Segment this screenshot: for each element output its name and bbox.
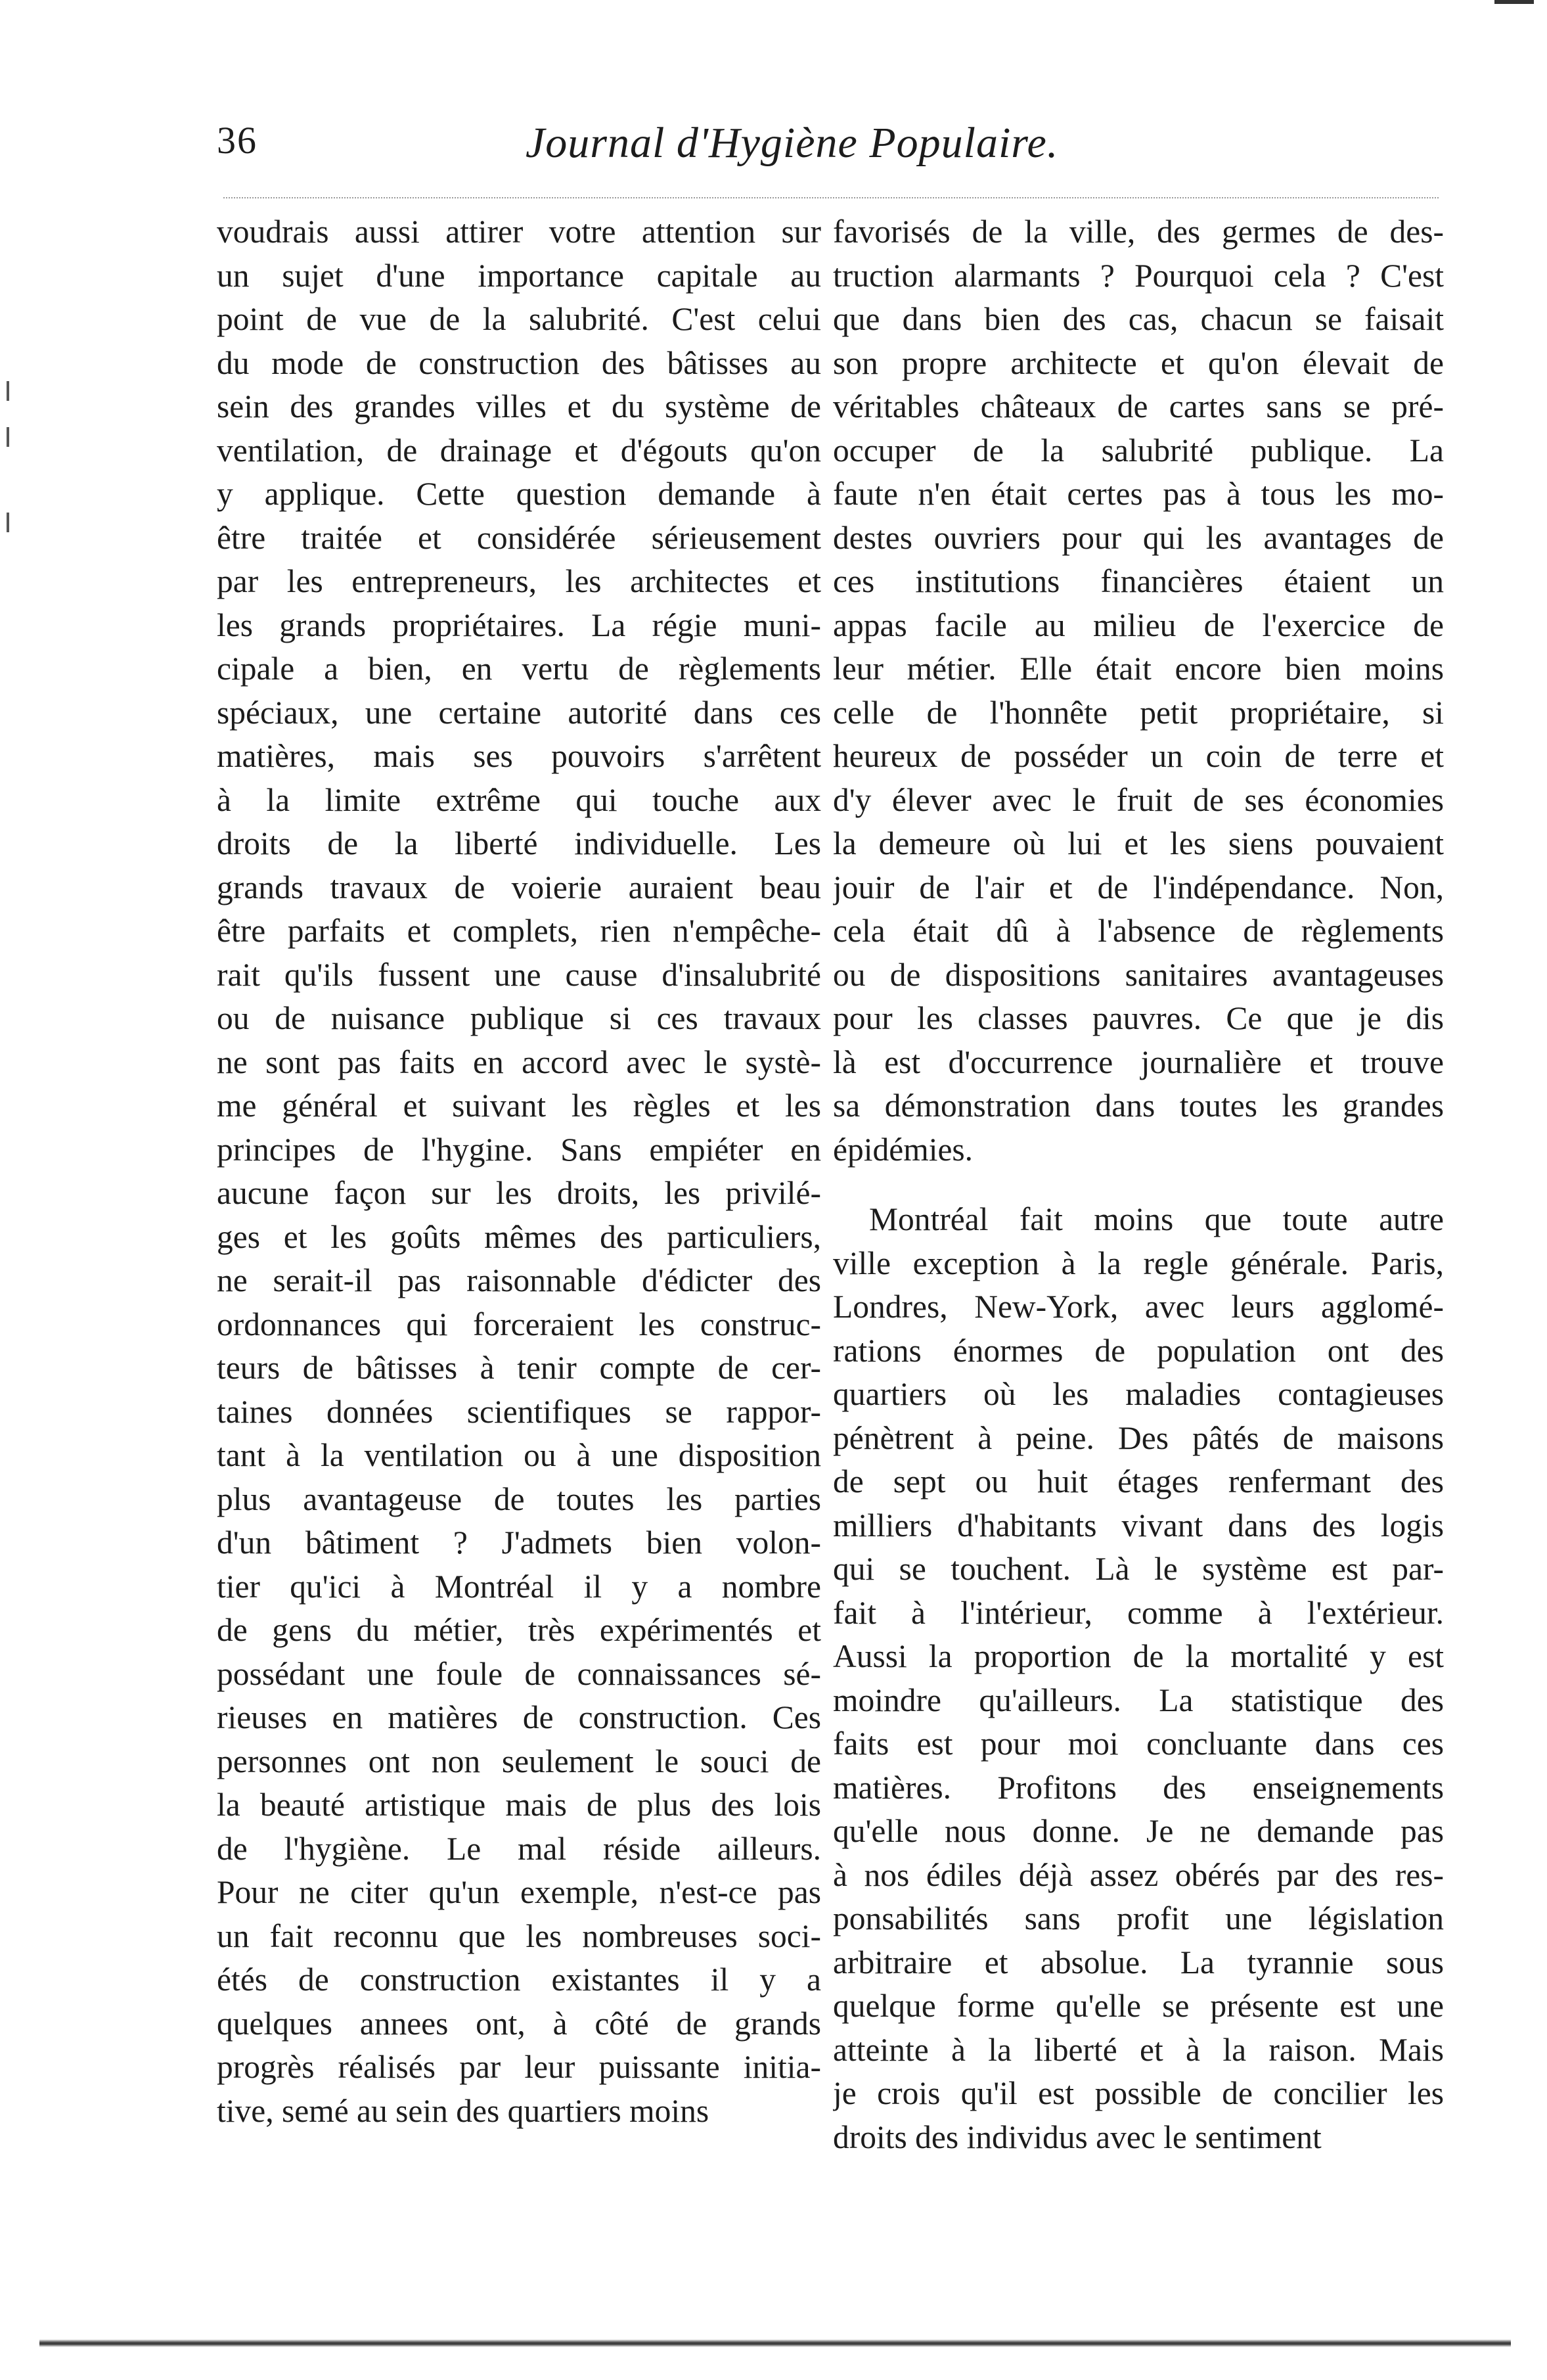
text-line: là est d'occurrence journalière et trouve [833,1043,1444,1080]
text-line: occuper de la salubrité publique. La [833,432,1444,469]
text-line: je crois qu'il est possible de concilier les [833,2075,1444,2111]
text-line: quelque forme qu'elle se présente est une [833,1988,1444,2024]
text-line: tier qu'ici à Montréal il y a nombre [217,1568,821,1605]
text-line: être parfaits et complets, rien n'empêche- [217,913,821,949]
text-line: arbitraire et absolue. La tyrannie sous [833,1944,1444,1980]
text-line: point de vue de la salubrité. C'est celui [217,301,821,337]
text-line: rait qu'ils fussent une cause d'insalubrité [217,956,821,993]
page-header [217,112,1452,184]
text-line: de l'hygiène. Le mal réside ailleurs. [217,1830,821,1867]
text-line: destes ouvriers pour qui les avantages de [833,519,1444,556]
header-rule [223,197,1439,198]
text-line: Montréal fait moins que toute autre [869,1201,1444,1237]
text-line: qui se touchent. Là le système est par- [833,1551,1444,1587]
text-line: faute n'en était certes pas à tous les mo- [833,476,1444,512]
paragraph-gap [833,1172,1444,1198]
text-line: ponsabilités sans profit une législation [833,1900,1444,1936]
text-line: spéciaux, une certaine autorité dans ces [217,694,821,731]
text-line: ges et les goûts mêmes des particuliers, [217,1218,821,1255]
text-line: celle de l'honnête petit propriétaire, si [833,694,1444,731]
text-line: rations énormes de population ont des [833,1332,1444,1369]
text-line: d'un bâtiment ? J'admets bien volon- [217,1524,821,1561]
text-line: jouir de l'air et de l'indépendance. Non, [833,869,1444,905]
text-line: moindre qu'ailleurs. La statistique des [833,1682,1444,1718]
text-line: truction alarmants ? Pourquoi cela ? C'est [833,257,1444,294]
text-line: ville exception à la regle générale. Paris, [833,1245,1444,1281]
text-line: épidémies. [833,1131,974,1168]
text-line: ou de nuisance publique si ces travaux [217,1000,821,1036]
text-line: me général et suivant les règles et les [217,1087,821,1124]
text-line: droits des individus avec le sentiment [833,2118,1322,2155]
text-line: quelques annees ont, à côté de grands [217,2005,821,2042]
text-line: la beauté artistique mais de plus des lois [217,1787,821,1823]
text-line: de sept ou huit étages renfermant des [833,1463,1444,1499]
text-line: droits de la liberté individuelle. Les [217,825,821,861]
text-line: tant à la ventilation ou à une disposition [217,1437,821,1473]
text-line: pour les classes pauvres. Ce que je dis [833,1000,1444,1036]
text-line: y applique. Cette question demande à [217,476,821,512]
text-line: les grands propriétaires. La régie muni- [217,606,821,643]
running-title: Journal d'Hygiène Populaire. [526,119,1059,167]
text-line: principes de l'hygine. Sans empiéter en [217,1131,821,1168]
text-line: rieuses en matières de construction. Ces [217,1699,821,1735]
text-line: ces institutions financières étaient un [833,563,1444,599]
text-line: Aussi la proportion de la mortalité y est [833,1638,1444,1674]
text-line: aucune façon sur les droits, les privilé- [217,1175,821,1211]
scan-corner-mark [1494,0,1534,4]
right-column [833,210,1444,2159]
scan-edge-smudge [39,2339,1511,2347]
page-number: 36 [217,119,258,162]
margin-mark [7,427,9,447]
text-line: possédant une foule de connaissances sé- [217,1655,821,1692]
text-line: que dans bien des cas, chacun se faisait [833,301,1444,337]
text-line: à nos édiles déjà assez obérés par des res- [833,1856,1444,1893]
text-line: favorisés de la ville, des germes de des- [833,214,1444,250]
text-line: quartiers où les maladies contagieuses [833,1376,1444,1412]
text-line: un sujet d'une importance capitale au [217,257,821,294]
text-line: cipale a bien, en vertu de règlements [217,651,821,687]
text-line: véritables châteaux de cartes sans se pré- [833,388,1444,424]
margin-mark [7,513,9,532]
text-line: cela était dû à l'absence de règlements [833,913,1444,949]
text-line: personnes ont non seulement le souci de [217,1743,821,1779]
text-line: Pour ne citer qu'un exemple, n'est-ce pas [217,1874,821,1910]
text-line: leur métier. Elle était encore bien moins [833,651,1444,687]
text-line: de gens du métier, très expérimentés et [217,1612,821,1648]
text-line: sa démonstration dans toutes les grandes [833,1087,1444,1124]
text-line: la demeure où lui et les siens pouvaient [833,825,1444,861]
text-line: appas facile au milieu de l'exercice de [833,606,1444,643]
text-line: plus avantageuse de toutes les parties [217,1480,821,1517]
text-line: atteinte à la liberté et à la raison. Mais [833,2031,1444,2068]
text-line: faits est pour moi concluante dans ces [833,1726,1444,1762]
text-line: progrès réalisés par leur puissante initia- [217,2049,821,2085]
text-line: voudrais aussi attirer votre attention sur [217,214,821,250]
text-line: tive, semé au sein des quartiers moins [217,2092,709,2129]
text-line: ordonnances qui forceraient les construc- [217,1306,821,1342]
text-line: ventilation, de drainage et d'égouts qu'on [217,432,821,469]
text-line: taines données scientifiques se rappor- [217,1393,821,1430]
text-line: du mode de construction des bâtisses au [217,344,821,381]
text-line: être traitée et considérée sérieusement [217,519,821,556]
text-line: un fait reconnu que les nombreuses soci- [217,1917,821,1954]
text-line: ne serait-il pas raisonnable d'édicter des [217,1262,821,1298]
text-line: fait à l'intérieur, comme à l'extérieur. [833,1594,1444,1631]
text-line: sein des grandes villes et du système de [217,388,821,424]
text-line: d'y élever avec le fruit de ses économies [833,781,1444,818]
text-line: Londres, New-York, avec leurs agglomé- [833,1289,1444,1325]
left-column [217,210,821,2133]
text-line: milliers d'habitants vivant dans des logis [833,1507,1444,1544]
text-line: heureux de posséder un coin de terre et [833,738,1444,774]
text-line: pénètrent à peine. Des pâtés de maisons [833,1419,1444,1456]
text-line: étés de construction existantes il y a [217,1961,821,1998]
text-line: ou de dispositions sanitaires avantageuses [833,956,1444,993]
text-line: grands travaux de voierie auraient beau [217,869,821,905]
text-line: ne sont pas faits en accord avec le systè- [217,1043,821,1080]
text-line: matières, mais ses pouvoirs s'arrêtent [217,738,821,774]
text-line: qu'elle nous donne. Je ne demande pas [833,1813,1444,1849]
text-line: matières. Profitons des enseignements [833,1769,1444,1806]
text-line: teurs de bâtisses à tenir compte de cer- [217,1350,821,1386]
text-line: à la limite extrême qui touche aux [217,781,821,818]
text-line: son propre architecte et qu'on élevait de [833,344,1444,381]
margin-mark [7,381,9,401]
text-line: par les entrepreneurs, les architectes et [217,563,821,599]
